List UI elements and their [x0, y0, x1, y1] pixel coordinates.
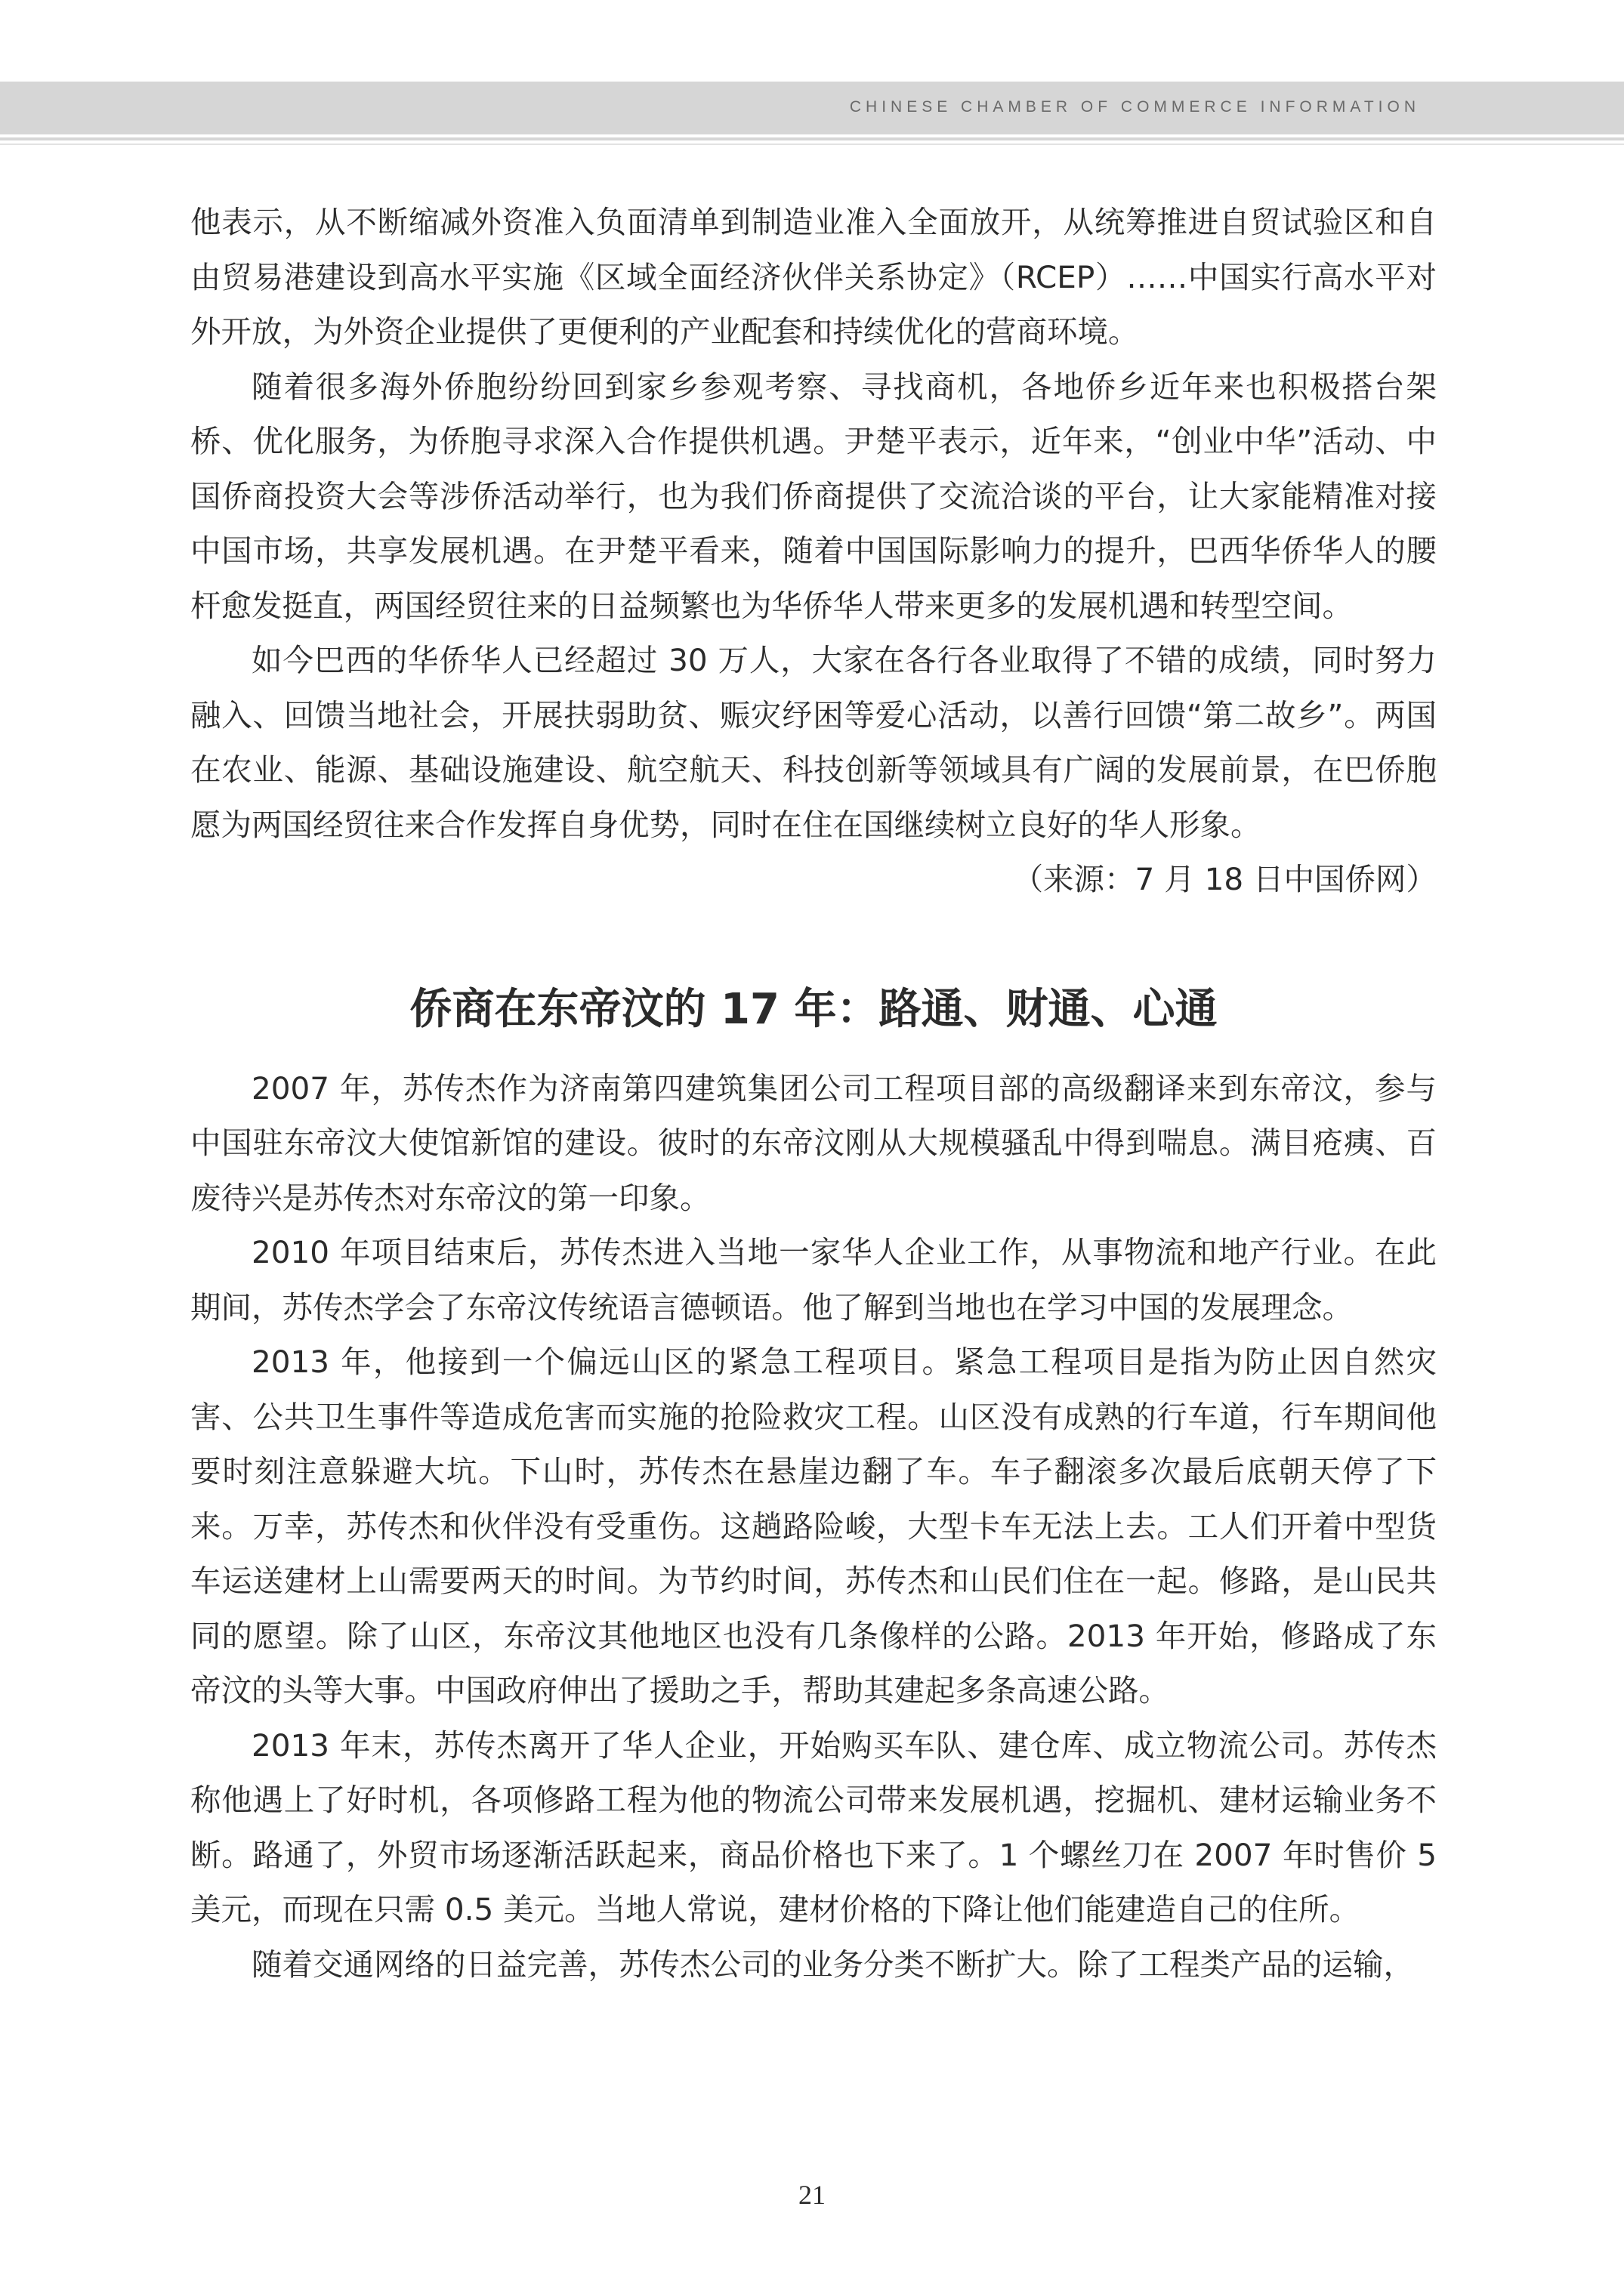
- page-content: [190, 195, 1437, 1992]
- paragraph: 如今巴西的华侨华人已经超过 30 万人，大家在各行各业取得了不错的成绩，同时努力融入、回馈当地社会，开展扶弱助贫、赈灾纾困等爱心活动，以善行回馈“第二故乡”。两国在农业、能源、基础设施建设、航空航天、科技创新等领域具有广阔的发展前景，在巴侨胞愿为两国经贸往来合作发挥自身优势，同时在住在国继续树立良好的华人形象。: [190, 642, 1437, 843]
- source-citation: （来源：7 月 18 日中国侨网）: [1012, 861, 1437, 897]
- paragraph: 2007 年，苏传杰作为济南第四建筑集团公司工程项目部的高级翻译来到东帝汶，参与中国驻东帝汶大使馆新馆的建设。彼时的东帝汶刚从大规模骚乱中得到喘息。满目疮痍、百废待兴是苏传杰对东帝汶的第一印象。: [190, 1069, 1437, 1216]
- header-divider: [0, 137, 1624, 140]
- paragraph: 他表示，从不断缩减外资准入负面清单到制造业准入全面放开，从统筹推进自贸试验区和自由贸易港建设到高水平实施《区域全面经济伙伴关系协定》（RCEP）……中国实行高水平对外开放，为外资企业提供了更便利的产业配套和持续优化的营商环境。: [190, 204, 1437, 350]
- paragraph: 随着很多海外侨胞纷纷回到家乡参观考察、寻找商机，各地侨乡近年来也积极搭台架桥、优化服务，为侨胞寻求深入合作提供机遇。尹楚平表示，近年来，“创业中华”活动、中国侨商投资大会等涉侨活动举行，也为我们侨商提供了交流洽谈的平台，让大家能精准对接中国市场，共享发展机遇。在尹楚平看来，随着中国国际影响力的提升，巴西华侨华人的腰杆愈发挺直，两国经贸往来的日益频繁也为华侨华人带来更多的发展机遇和转型空间。: [190, 368, 1437, 624]
- page-number: 21: [798, 2180, 826, 2210]
- paragraph: 2013 年，他接到一个偏远山区的紧急工程项目。紧急工程项目是指为防止因自然灾害、公共卫生事件等造成危害而实施的抢险救灾工程。山区没有成熟的行车道，行车期间他要时刻注意躲避大坑。下山时，苏传杰在悬崖边翻了车。车子翻滚多次最后底朝天停了下来。万幸，苏传杰和伙伴没有受重伤。这趟路险峻，大型卡车无法上去。工人们开着中型货车运送建材上山需要两天的时间。为节约时间，苏传杰和山民们住在一起。修路，是山民共同的愿望。除了山区，东帝汶其他地区也没有几条像样的公路。2013 年开始，修路成了东帝汶的头等大事。中国政府伸出了援助之手，帮助其建起多条高速公路。: [190, 1344, 1437, 1708]
- paragraph: 随着交通网络的日益完善，苏传杰公司的业务分类不断扩大。除了工程类产品的运输，: [252, 1946, 1414, 1983]
- running-header: CHINESE CHAMBER OF COMMERCE INFORMATION: [849, 98, 1420, 116]
- header-divider-thin: [0, 144, 1624, 145]
- paragraph: 2010 年项目结束后，苏传杰进入当地一家华人企业工作，从事物流和地产行业。在此期间，苏传杰学会了东帝汶传统语言德顿语。他了解到当地也在学习中国的发展理念。: [190, 1234, 1437, 1325]
- paragraph: 2013 年末，苏传杰离开了华人企业，开始购买车队、建仓库、成立物流公司。苏传杰称他遇上了好时机，各项修路工程为他的物流公司带来发展机遇，挖掘机、建材运输业务不断。路通了，外贸市场逐渐活跃起来，商品价格也下来了。1 个螺丝刀在 2007 年时售价 5 美元，而现在只需 0.5 美元。当地人常说，建材价格的下降让他们能建造自己的住所。: [190, 1727, 1437, 1927]
- article-title: 侨商在东帝汶的 17 年：路通、财通、心通: [409, 984, 1218, 1034]
- article-east-timor: [190, 980, 1437, 1992]
- article-continued: [190, 195, 1437, 907]
